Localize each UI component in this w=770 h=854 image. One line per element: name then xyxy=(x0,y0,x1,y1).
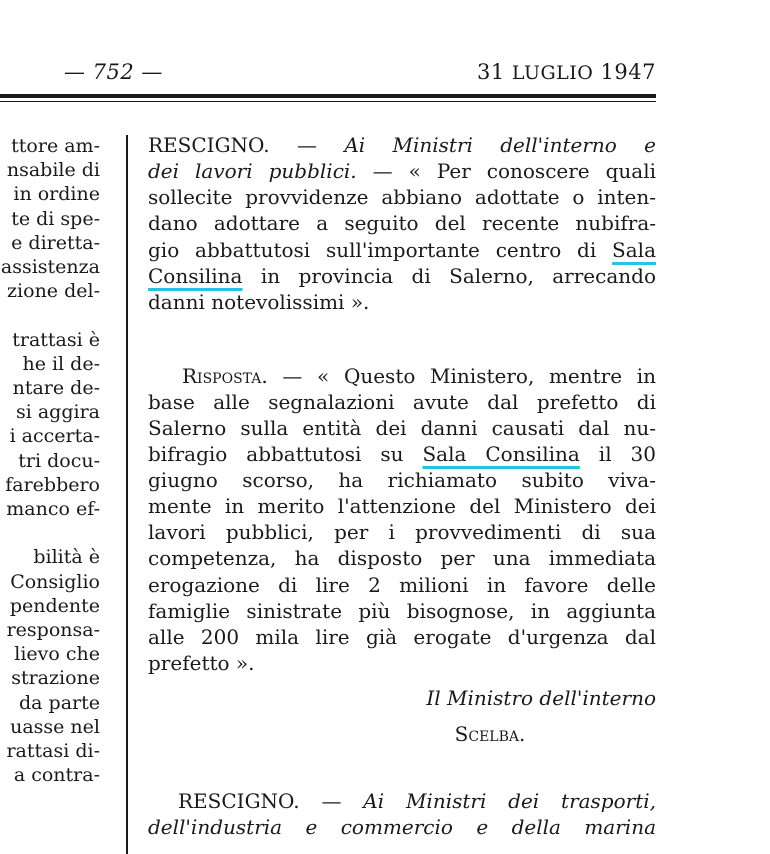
page-number: — 752 — xyxy=(64,60,163,84)
answer-line xyxy=(148,364,656,388)
left-column-line: si aggira xyxy=(15,401,100,424)
left-column-line: strazione xyxy=(11,667,100,690)
answer-line: Salerno sulla entità dei danni causati dal nu- xyxy=(148,416,656,440)
left-column-line xyxy=(1,303,100,327)
answer-line xyxy=(148,442,656,466)
left-column-line: responsa- xyxy=(6,619,100,642)
answer-line: erogazione di lire 2 milioni in favore delle xyxy=(148,573,656,597)
answer-line: alle 200 mila lire già erogate d'urgenza dal xyxy=(148,625,656,649)
q1-line: sollecite provvidenze abbiano adottate o inten- xyxy=(148,185,656,209)
left-column-line: a contra- xyxy=(13,764,100,787)
date-year: 1947 xyxy=(600,60,656,84)
q1-text: — « Per conoscere quali xyxy=(372,159,657,183)
left-column-text xyxy=(1,134,100,787)
left-column-line: manco ef- xyxy=(6,498,100,521)
q1-line: dano adottare a seguito del recente nubifra- xyxy=(148,211,656,235)
left-column-line: he il de- xyxy=(22,352,100,375)
header-rule-thick xyxy=(0,94,656,98)
left-column-line: ttore am- xyxy=(11,135,100,157)
left-column-line: nsabile di xyxy=(6,159,100,182)
q1-text: in provincia di Salerno, arrecando xyxy=(260,264,656,288)
answer-label: Risposta. xyxy=(182,364,268,388)
highlight-sala: Sala xyxy=(612,238,656,262)
left-column-line: rattasi di- xyxy=(6,740,100,763)
answer-text: — « Questo Ministero, mentre in xyxy=(282,364,657,388)
answer-line: mente in merito l'attenzione del Ministero dei xyxy=(148,494,656,518)
signature-title: Il Ministro dell'interno xyxy=(426,686,656,710)
date-month: LUGLIO xyxy=(511,62,594,84)
q1-text: gio abbattutosi sull'importante centro di xyxy=(148,238,597,262)
answer-text: bifragio abbattutosi su xyxy=(148,442,404,466)
column-divider xyxy=(126,135,128,854)
highlight-sala-consilina: Sala Consilina xyxy=(422,442,580,466)
date-day: 31 xyxy=(476,60,505,84)
left-column-line: te di spe- xyxy=(11,207,100,230)
answer-line: prefetto ». xyxy=(148,651,255,675)
page-date xyxy=(477,60,656,84)
highlight-consilina: Consilina xyxy=(148,264,243,288)
left-column-line: tri docu- xyxy=(18,449,100,472)
q2-addressee: Ai Ministri dei trasporti, xyxy=(363,789,657,813)
answer-line: base alle segnalazioni avute dal prefetto di xyxy=(148,390,656,414)
q1-line xyxy=(148,238,656,262)
left-column-line: lievo che xyxy=(14,643,100,666)
q1-line xyxy=(148,264,656,288)
answer-line: famiglie sinistrate più bisognose, in aggiunta xyxy=(148,599,656,623)
left-column-line: in ordine xyxy=(13,183,100,206)
left-column-line: bilità è xyxy=(33,546,100,569)
q1-addressee: Ai Ministri dell'interno e xyxy=(344,133,656,157)
left-column-line: da parte xyxy=(19,691,100,714)
left-column-line: trattasi è xyxy=(12,328,100,351)
left-column-line: pendente xyxy=(9,594,100,617)
left-column-line: e diretta- xyxy=(11,231,100,254)
left-column-line xyxy=(1,521,100,545)
answer-line: lavori pubblici, per i provvedimenti di sua xyxy=(148,520,656,544)
answer-line: giugno scorso, ha richiamato subito viva- xyxy=(148,468,656,492)
left-column-line: uasse nel xyxy=(10,715,100,738)
left-column-line: i accerta- xyxy=(9,425,100,448)
left-column-line: Consiglio xyxy=(10,570,100,593)
q1-author: RESCIGNO. — xyxy=(148,133,317,157)
header-rule-thin xyxy=(0,101,656,102)
q1-line xyxy=(148,159,656,183)
q2-author: RESCIGNO. — xyxy=(178,789,342,813)
left-column-line: ntare de- xyxy=(12,377,100,400)
q2-line: dell'industria e commercio e della marina xyxy=(148,815,656,839)
q1-line: danni notevolissimi ». xyxy=(148,290,370,314)
q2-line xyxy=(148,789,656,813)
signature-name: Scelba. xyxy=(454,722,526,746)
q1-addressee-cont: dei lavori pubblici. xyxy=(148,159,357,183)
answer-line: competenza, ha disposto per una immediata xyxy=(148,546,656,570)
answer-text: il 30 xyxy=(598,442,656,466)
q1-line xyxy=(148,133,656,157)
left-column-line: assistenza xyxy=(0,256,100,279)
left-column-line: zione del- xyxy=(7,280,100,303)
left-column-line: farebbero xyxy=(5,473,100,496)
